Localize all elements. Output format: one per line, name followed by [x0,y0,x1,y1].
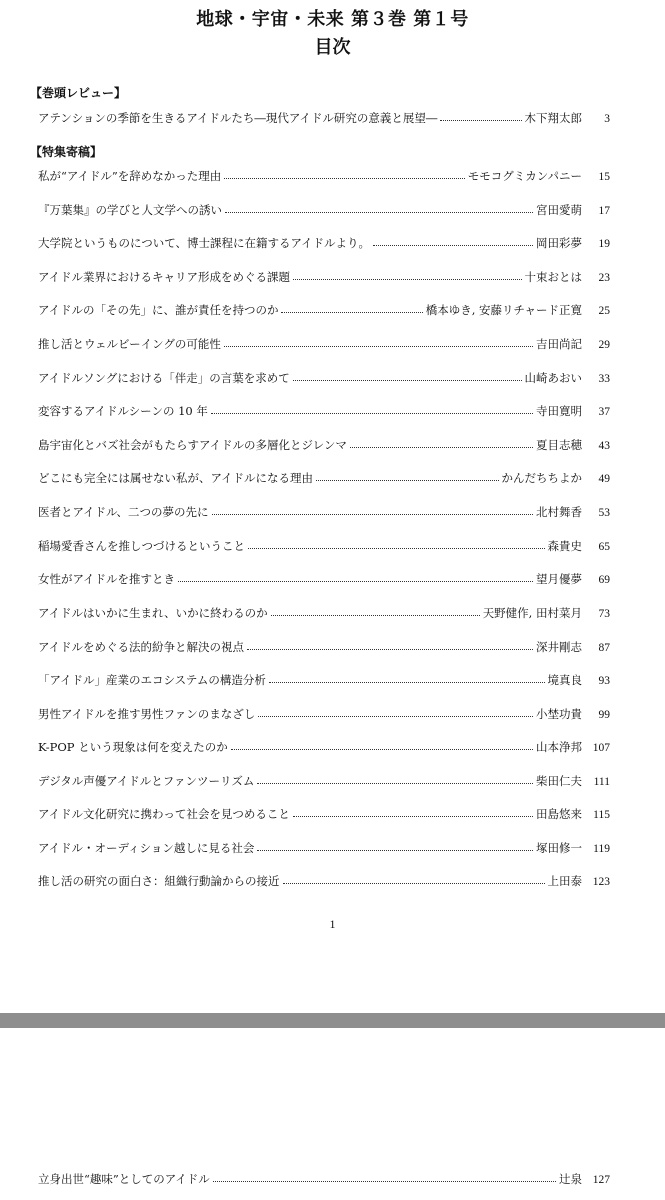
toc-entry[interactable] [38,436,610,454]
entry-page-number: 99 [598,709,610,721]
page-number: 1 [329,917,336,931]
entry-title: 稲場愛香さんを推しつづけるということ [38,539,245,553]
dot-leader [211,404,533,416]
entry-author: 田島悠来 [536,807,582,821]
entry-title: デジタル声優アイドルとファンツーリズム [38,774,255,788]
toc-entry[interactable] [38,201,610,219]
entry-title: 男性アイドルを推す男性ファンのまなざし [38,707,256,721]
entry-page-number: 19 [598,238,610,250]
entry-title: どこにも完全には属せない私が、アイドルになる理由 [38,471,313,485]
entry-title: 私が“アイドル”を辞めなかった理由 [38,169,222,183]
toc-title: 目次 [314,37,351,58]
dot-leader [212,505,533,517]
entry-title: アイドル・オーディション越しに見る社会 [38,841,255,855]
toc-entry[interactable] [38,604,610,622]
toc-entry[interactable] [38,671,610,689]
section-heading-review: 【巻頭レビュー】 [30,86,127,100]
entry-title: 島宇宙化とバズ社会がもたらすアイドルの多層化とジレンマ [38,438,347,452]
journal-title: 地球・宇宙・未来 第３巻 第１号 [196,9,469,30]
dot-leader [248,539,545,551]
dot-leader [257,841,533,853]
entry-page-number: 111 [593,776,610,788]
entry-author: 山本浄邦 [536,740,582,754]
entry-title: アテンションの季節を生きるアイドルたち―現代アイドル研究の意義と展望― [38,111,438,125]
dot-leader [224,337,533,349]
toc-entry[interactable] [38,167,610,185]
entry-author: 上田泰 [547,874,582,888]
toc-entry[interactable] [38,109,610,127]
dot-leader [231,740,533,752]
dot-leader [224,169,465,181]
entry-page-number: 49 [598,473,610,485]
dot-leader [247,640,533,652]
entry-author: 橋本ゆき, 安藤リチャード正寛 [425,303,582,317]
entry-author: 寺田寛明 [536,404,582,418]
dot-leader [373,236,533,248]
section-heading-feature: 【特集寄稿】 [30,145,103,159]
entry-author: 北村舞香 [536,505,582,519]
entry-page-number: 119 [593,843,610,855]
entry-page-number: 115 [593,809,610,821]
toc-entry[interactable] [38,872,610,890]
toc-entry[interactable] [38,503,610,521]
entry-title: アイドルの「その先」に、誰が責任を持つのか [38,303,279,317]
entry-page-number: 37 [598,406,610,418]
entry-page-number: 93 [598,675,610,687]
toc-entry[interactable] [38,738,610,756]
toc-entry[interactable] [38,234,610,252]
entry-author: かんだちちよか [501,471,582,485]
entry-title: 大学院というものについて、博士課程に在籍するアイドルより。 [38,236,371,250]
entry-page-number: 23 [598,272,610,284]
entry-page-number: 87 [598,642,610,654]
entry-author: モモコグミカンパニー [467,169,582,183]
entry-page-number: 29 [598,339,610,351]
entry-author: 宮田愛萌 [536,203,582,217]
entry-author: 夏目志穂 [536,438,582,452]
toc-entry[interactable] [38,537,610,555]
dot-leader [293,807,533,819]
dot-leader [440,111,521,123]
entry-author: 深井剛志 [536,640,582,654]
dot-leader [269,673,545,685]
toc-entry[interactable] [38,469,610,487]
dot-leader [258,707,533,719]
entry-title: 推し活の研究の面白さ：組織行動論からの接近 [38,874,280,888]
entry-author: 望月優夢 [536,572,582,586]
toc-entry[interactable] [38,805,610,823]
entry-title: アイドル業界におけるキャリア形成をめぐる課題 [38,270,290,284]
entry-page-number: 33 [598,373,610,385]
entry-page-number: 53 [598,507,610,519]
entry-author: 十束おとは [524,270,582,284]
dot-leader [281,303,422,315]
entry-author: 吉田尚記 [536,337,582,351]
entry-title: 変容するアイドルシーンの 10 年 [38,404,208,418]
entry-page-number: 3 [604,113,610,125]
dot-leader [316,471,499,483]
entry-title: 女性がアイドルを推すとき [38,572,175,586]
entry-title: アイドルはいかに生まれ、いかに終わるのか [38,606,268,620]
toc-entry[interactable] [38,839,610,857]
toc-entry[interactable] [38,570,610,588]
entry-page-number: 25 [598,305,610,317]
entry-title: 『万葉集』の学びと人文学への誘い [38,203,222,217]
entry-page-number: 43 [598,440,610,452]
dot-leader [293,270,522,282]
toc-entry[interactable] [38,369,610,387]
entry-author: 塚田修一 [536,841,582,855]
page-divider [0,1013,665,1028]
entry-title: 推し活とウェルビーイングの可能性 [38,337,221,351]
entry-page-number: 17 [598,205,610,217]
entry-author: 柴田仁夫 [536,774,582,788]
dot-leader [350,438,533,450]
entry-title: アイドルソングにおける「伴走」の言葉を求めて [38,371,290,385]
toc-entry[interactable] [38,335,610,353]
toc-entry[interactable] [38,1170,610,1188]
dot-leader [283,874,545,886]
entry-page-number: 107 [592,742,610,754]
entry-page-number: 65 [598,541,610,553]
entry-page-number: 123 [592,876,610,888]
toc-entry[interactable] [38,301,610,319]
dot-leader [213,1172,556,1184]
toc-entry[interactable] [38,268,610,286]
entry-title: K-POP という現象は何を変えたのか [38,740,228,754]
entry-author: 木下翔太郎 [524,111,582,125]
entry-author: 岡田彩夢 [536,236,582,250]
toc-entry[interactable] [38,402,610,420]
dot-leader [257,774,533,786]
entry-title: アイドル文化研究に携わって社会を見つめること [38,807,290,821]
entry-title: 医者とアイドル、二つの夢の先に [38,505,209,519]
entry-title: 立身出世“趣味”としてのアイドル [38,1172,210,1186]
entry-author: 辻泉 [559,1172,582,1186]
entry-author: 天野健作, 田村菜月 [482,606,582,620]
entry-title: 「アイドル」産業のエコシステムの構造分析 [38,673,266,687]
entry-page-number: 15 [598,171,610,183]
dot-leader [271,606,480,618]
entry-author: 小埜功貴 [536,707,582,721]
dot-leader [225,203,533,215]
toc-entry[interactable] [38,705,610,723]
entry-title: アイドルをめぐる法的紛争と解決の視点 [38,640,244,654]
toc-page-2 [0,1028,665,1200]
toc-entry[interactable] [38,772,610,790]
dot-leader [178,572,533,584]
entry-author: 境真良 [547,673,582,687]
entry-page-number: 69 [598,574,610,586]
entry-page-number: 73 [598,608,610,620]
toc-entry[interactable] [38,638,610,656]
dot-leader [293,371,522,383]
entry-page-number: 127 [592,1174,610,1186]
entry-author: 山崎あおい [524,371,582,385]
entry-author: 森貴史 [547,539,582,553]
